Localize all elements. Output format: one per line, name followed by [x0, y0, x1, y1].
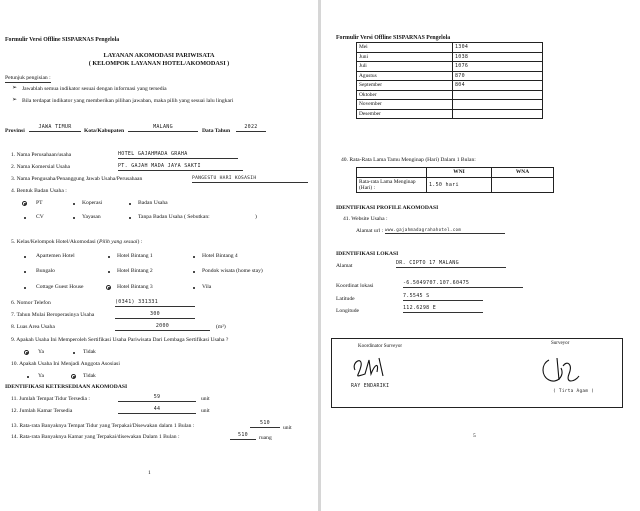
koordinator-name: RAY ENDARIKI — [351, 384, 390, 389]
bullet-icon — [24, 271, 26, 273]
month-value[interactable]: 804 — [453, 81, 543, 91]
q6-value[interactable]: (0341) 331331 — [115, 299, 195, 307]
month-row — [357, 81, 543, 91]
wni-value[interactable]: 1.50 hari — [427, 177, 492, 192]
section-profil: IDENTIFIKASI PROFILE AKOMODASI — [336, 205, 439, 211]
surveyor-label: Surveyor — [551, 341, 570, 346]
provinsi-value[interactable]: JAWA TIMUR — [29, 124, 81, 132]
form-subtitle: ( KELOMPOK LAYANAN HOTEL/AKOMODASI ) — [88, 60, 230, 67]
q14-label: 14. Rata-rata Banyaknya Kamar yang Terpakai/disewakan Dalam 1 Bulan : — [11, 434, 180, 440]
instruction-2: Bila terdapat indikator yang memberikan pilihan jawaban, maka pilih yang sesuai lalu lingkari — [22, 98, 234, 104]
arrow-icon: ➢ — [12, 85, 18, 91]
bullet-icon — [73, 352, 75, 354]
month-value[interactable]: 870 — [453, 71, 543, 81]
page-number-left: 1 — [148, 470, 151, 476]
q10-tidak-radio-selected[interactable] — [71, 374, 76, 379]
opt-cv: CV — [36, 214, 44, 220]
month-value[interactable]: 1076 — [453, 62, 543, 72]
q12-value[interactable]: 44 — [118, 406, 196, 414]
section-lokasi: IDENTIFIKASI LOKASI — [336, 251, 399, 257]
month-row — [357, 100, 543, 110]
bullet-icon — [129, 203, 131, 205]
bullet-icon — [193, 287, 195, 289]
tahun-label: Data Tahun — [202, 128, 231, 134]
opt-apartemen: Apartemen Hotel — [36, 253, 75, 259]
opt-bintang3: Hotel Bintang 3 — [117, 284, 153, 290]
month-value[interactable] — [453, 109, 543, 119]
alamat-label: Alamat — [336, 263, 353, 269]
q7-label: 7. Tahun Mulai Beroperasinya Usaha — [11, 312, 95, 318]
q12-label: 12. Jumlah Kamar Tersedia — [11, 408, 73, 414]
bullet-icon — [108, 256, 110, 258]
surveyor-signature-image — [535, 352, 585, 388]
opt-bungalo: Bungalo — [36, 268, 55, 274]
bullet-icon — [27, 376, 29, 378]
bullet-icon — [108, 271, 110, 273]
q3-label: 3. Nama Pengusaha/Penanggung Jawab Usaha/Perusahaan — [11, 176, 143, 182]
q11-unit: unit — [201, 396, 210, 402]
bullet-icon — [24, 217, 26, 219]
longitude-label: Longitude — [336, 308, 359, 314]
bullet-icon — [24, 256, 26, 258]
koordinator-signature-image — [349, 352, 389, 382]
month-value[interactable]: 1038 — [453, 52, 543, 62]
col-wni: WNI — [427, 168, 492, 178]
opt-pt: PT — [36, 200, 43, 206]
tahun-value[interactable]: 2022 — [236, 124, 266, 132]
month-name: Juni — [357, 52, 453, 62]
url-label: Alamat url : — [356, 228, 384, 234]
month-name: Juli — [357, 62, 453, 72]
koordinator-label: Koordinator Surveyor — [358, 344, 403, 349]
kota-value[interactable]: MALANG — [128, 124, 198, 132]
opt-bintang4: Hotel Bintang 4 — [202, 253, 238, 259]
month-row — [357, 43, 543, 53]
koordinat-label: Koordinat lokasi — [336, 283, 374, 289]
q2-value[interactable]: PT. GAJAH MADA JAYA SAKTI — [118, 163, 243, 171]
kota-label: Kota/Kabupaten — [84, 128, 125, 134]
q9-opt-ya: Ya — [38, 349, 44, 355]
q8-value[interactable]: 2000 — [115, 323, 210, 331]
q41-label: 41. Website Usaha : — [343, 216, 388, 222]
q13-label: 13. Rata-rata Banyaknya Tempat Tidur yang Terpakai/Disewakan dalam 1 Bulan : — [11, 423, 195, 429]
q10-opt-tidak: Tidak — [83, 373, 96, 379]
q13-value[interactable]: 510 — [250, 420, 280, 428]
q8-label: 8. Luas Area Usaha — [11, 324, 55, 330]
month-value[interactable] — [453, 100, 543, 110]
bullet-icon — [129, 217, 131, 219]
opt-yayasan: Yayasan — [82, 214, 101, 220]
instructions-heading: Petunjuk pengisian : — [5, 75, 51, 81]
bullet-icon — [193, 271, 195, 273]
bullet-icon — [73, 217, 75, 219]
opt-pondok: Pondok wisata (home stay) — [202, 268, 263, 274]
opt-bintang2: Hotel Bintang 2 — [117, 268, 153, 274]
q14-value[interactable]: 510 — [230, 432, 256, 440]
stay-table — [356, 167, 554, 193]
page-number-right: 5 — [473, 433, 476, 439]
form-title: LAYANAN AKOMODASI PARIWISATA — [103, 52, 215, 59]
month-name: Mei — [357, 43, 453, 53]
opt-tanpa-close: ) — [255, 214, 257, 220]
url-value[interactable]: www.gajahmadagrahahotel.com — [385, 226, 505, 234]
opt-cottage: Cottage Guest House — [36, 284, 84, 290]
q14-unit: ruang — [259, 435, 272, 441]
latitude-value[interactable]: 7.5545 S — [403, 293, 483, 301]
q9-label: 9. Apakah Usaha Ini Memperoleh Sertifikasi Usaha Pariwisata Dari Lembaga Sertifikasi Usaha ? — [11, 337, 229, 343]
q4-label: 4. Bentuk Badan Usaha : — [11, 188, 67, 194]
q8-unit: (m²) — [216, 324, 226, 330]
q5-label: 5. Kelas/Kelompok Hotel/Akomodasi (Pilih yang sesuai) : — [11, 239, 143, 245]
form-header-right: Formulir Versi Offline SISPARNAS Pengelola — [336, 35, 451, 41]
arrow-icon: ➢ — [12, 97, 18, 103]
q13-unit: unit — [283, 425, 292, 431]
stay-row-label: Rata-rata Lama Menginap (Hari) : — [357, 177, 427, 192]
month-row — [357, 52, 543, 62]
pt-radio-selected[interactable] — [22, 201, 27, 206]
col-wna: WNA — [492, 168, 554, 178]
q10-label: 10. Apakah Usaha Ini Menjadi Anggota Asosiasi — [11, 361, 120, 367]
form-page-right — [321, 0, 640, 511]
month-value[interactable] — [453, 90, 543, 100]
latitude-label: Latitude — [336, 296, 355, 302]
month-name: September — [357, 81, 453, 91]
bintang3-radio-selected[interactable] — [106, 285, 111, 290]
month-row — [357, 109, 543, 119]
alamat-value[interactable]: DR. CIPTO 17 MALANG — [396, 260, 506, 268]
bullet-icon — [24, 287, 26, 289]
month-row — [357, 71, 543, 81]
q1-label: 1. Nama Perusahaan/usaha — [11, 152, 72, 158]
q11-label: 11. Jumlah Tempat Tidur Tersedia : — [11, 396, 90, 402]
opt-tanpa-badan: Tanpa Badan Usaha ( Sebutkan: — [138, 214, 210, 220]
q9-ya-radio-selected[interactable] — [24, 350, 29, 355]
q10-opt-ya: Ya — [38, 373, 44, 379]
provinsi-label: Provinsi — [5, 128, 25, 134]
opt-badan-usaha: Badan Usaha — [138, 200, 168, 206]
month-row — [357, 62, 543, 72]
form-header: Formulir Versi Offline SISPARNAS Pengelola — [5, 37, 120, 43]
month-name: Oktober — [357, 90, 453, 100]
q11-value[interactable]: 59 — [118, 394, 196, 402]
wna-value[interactable] — [492, 177, 554, 192]
bullet-icon — [73, 203, 75, 205]
month-name: Agustus — [357, 71, 453, 81]
bullet-icon — [193, 256, 195, 258]
opt-vila: Vila — [202, 284, 212, 290]
q1-value[interactable]: HOTEL GAJAHMADA GRAHA — [118, 151, 238, 159]
q2-label: 2. Nama Komersial Usaha — [11, 164, 71, 170]
month-name: Desember — [357, 109, 453, 119]
opt-koperasi: Koperasi — [82, 200, 103, 206]
longitude-value[interactable]: 112.6298 E — [403, 305, 483, 313]
opt-bintang1: Hotel Bintang 1 — [117, 253, 153, 259]
q40-label: 40. Rata-Rata Lama Tamu Menginap (Hari) Dalam 1 Bulan: — [341, 157, 476, 163]
surveyor-name: ( Tirta Agam ) — [553, 389, 595, 394]
q7-value[interactable]: 300 — [115, 311, 195, 319]
form-page-left — [0, 0, 318, 511]
month-row — [357, 90, 543, 100]
q3-value[interactable]: PANGESTU HARI KOSASIH — [192, 175, 308, 183]
month-name: November — [357, 100, 453, 110]
section-ketersediaan: IDENTIFIKASI KETERSEDIAAN AKOMODASI — [5, 384, 128, 390]
monthly-table — [356, 42, 543, 119]
q6-label: 6. Nomor Telefon — [11, 300, 51, 306]
koordinat-value[interactable]: -6.5049707.107.60475 — [403, 280, 523, 288]
q9-opt-tidak: Tidak — [83, 349, 96, 355]
month-value[interactable]: 1304 — [453, 43, 543, 53]
instruction-1: Jawablah semua indikator sesuai dengan informasi yang tersedia — [22, 86, 167, 92]
q12-unit: unit — [201, 408, 210, 414]
stay-table-corner — [357, 168, 427, 178]
